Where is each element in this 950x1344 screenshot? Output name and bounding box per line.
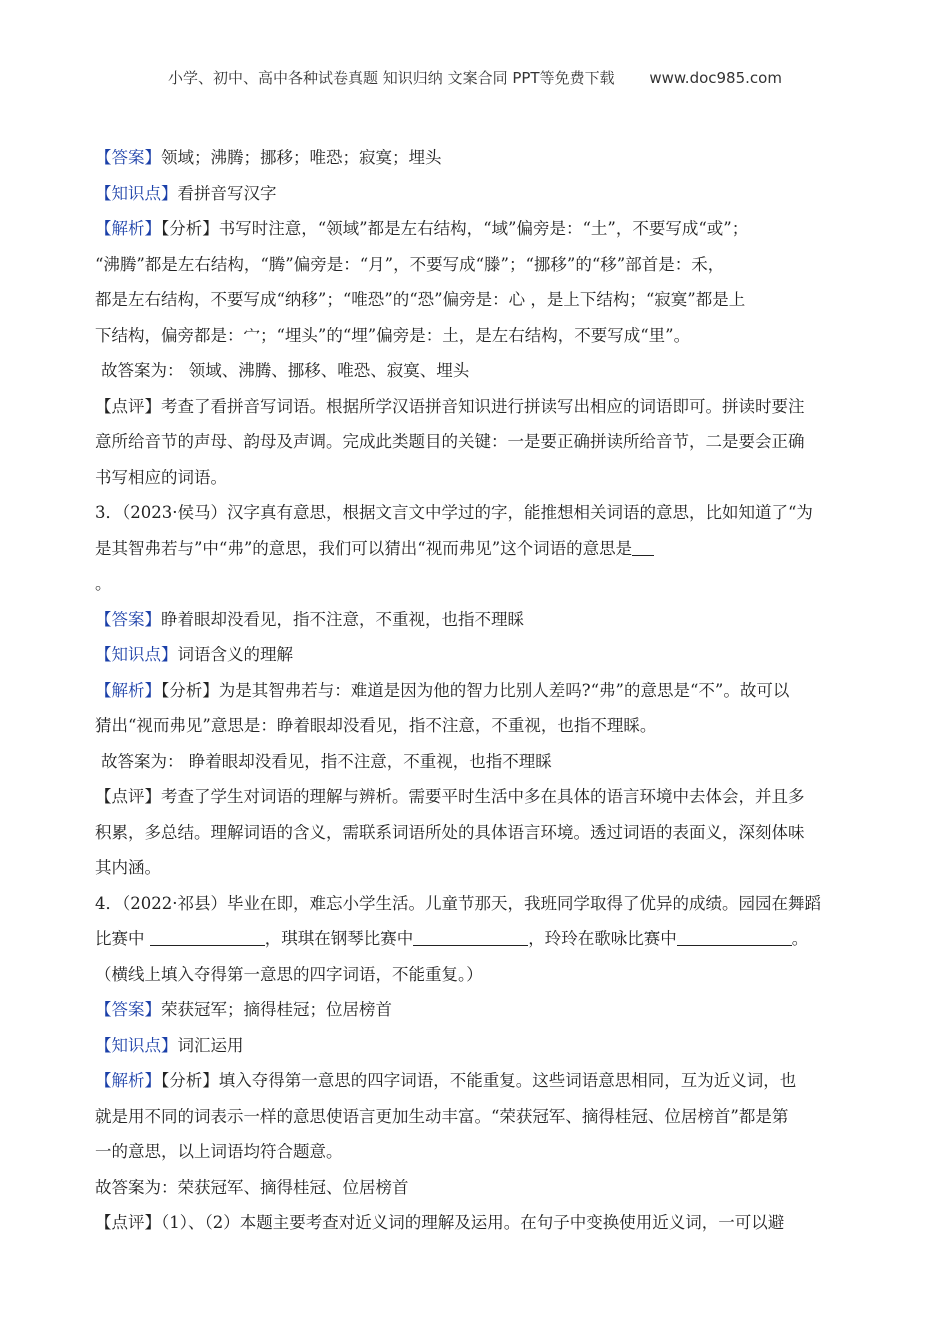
knowledge-text: 词语含义的理解: [177, 645, 293, 664]
document-body: [95, 140, 855, 1241]
analysis-text: 【分析】为是其智弗若与：难道是因为他的智力比别人差吗?“弗”的意思是“不”。故可以: [161, 680, 790, 700]
q4-comment-line: [95, 1205, 855, 1241]
q4-answer: [95, 992, 855, 1028]
knowledge-label: 【知识点】: [95, 645, 178, 664]
analysis-label: 【解析】: [95, 1071, 161, 1090]
q3-analysis-line: 猜出“视而弗见”意思是：睁着眼却没看见，指不注意，不重视，也指不理睬。: [95, 716, 657, 735]
answer-label: 【答案】: [95, 1000, 161, 1019]
comment-text: 考查了学生对词语的理解与辨析。需要平时生活中多在具体的语言环境中去体会，并且多: [161, 787, 805, 806]
comment-text: （1）、（2）本题主要考查对近义词的理解及运用。在句子中变换使用近义词，一可以避: [161, 1213, 785, 1232]
q4-stem-line: [95, 921, 855, 957]
q2-analysis-line: [95, 211, 855, 247]
q4-stem-text: ，琪琪在钢琴比赛中: [264, 929, 414, 948]
q4-knowledge: [95, 1028, 855, 1064]
q2-analysis-line: “沸腾”都是左右结构，“腾”偏旁是：“月”，不要写成“滕”；“挪移”的“移”部首是：禾，: [95, 254, 725, 274]
comment-label: 【点评】: [95, 396, 161, 416]
knowledge-label: 【知识点】: [95, 183, 178, 203]
answer-text: 领域；沸腾；挪移；唯恐；寂寞；埋头: [161, 148, 442, 167]
knowledge-text: 看拼音写汉字: [177, 183, 277, 203]
analysis-label: 【解析】: [95, 219, 161, 238]
answer-text: 睁着眼却没看见，指不注意，不重视，也指不理睬: [161, 609, 524, 629]
q2-answer: [95, 140, 855, 176]
q3-comment-line: [95, 779, 855, 815]
q3-stem-line: 3．（2023·侯马）汉字真有意思，根据文言文中学过的字，能推想相关词语的意思，比如知道了“为: [95, 503, 813, 522]
knowledge-label: 【知识点】: [95, 1035, 178, 1055]
q2-analysis-line: 都是左右结构，不要写成“纳移”；“唯恐”的“恐”偏旁是：心 ，是上下结构；“寂寞”都是上: [95, 290, 746, 309]
q4-stem-line: 4．（2022·祁县）毕业在即，难忘小学生活。儿童节那天，我班同学取得了优异的成绩。园园在舞蹈: [95, 893, 821, 913]
q2-knowledge: [95, 176, 855, 212]
analysis-text: 【分析】书写时注意，“领域”都是左右结构，“域”偏旁是：“土”，不要写成“或”；: [161, 219, 749, 238]
emphasis-char: 弗: [144, 538, 161, 558]
answer-blank[interactable]: [413, 927, 528, 946]
q4-stem-text: ，玲玲在歌咏比赛中: [528, 929, 677, 948]
answer-blank[interactable]: [677, 927, 792, 946]
answer-label: 【答案】: [95, 609, 161, 629]
q3-comment-line: 积累，多总结。理解词语的含义，需联系词语所处的具体语言环境。透过词语的表面义，深刻体味: [95, 822, 805, 842]
q2-comment-line: 意所给音节的声母、韵母及声调。完成此类题目的关键：一是要正确拼读所给音节，二是要会正确: [95, 432, 805, 451]
q3-comment-line: 其内涵。: [95, 858, 161, 877]
q4-stem-line: （横线上填入夺得第一意思的四字词语，不能重复。）: [95, 964, 483, 984]
q3-analysis-line: [95, 673, 855, 709]
q4-analysis-line: 一的意思，以上词语均符合题意。: [95, 1142, 343, 1161]
analysis-text: 【分析】填入夺得第一意思的四字词语，不能重复。这些词语意思相同，互为近义词，也: [161, 1071, 797, 1090]
q3-final-answer: 故答案为： 睁着眼却没看见，指不注意，不重视，也指不理睬: [101, 751, 552, 771]
answer-blank[interactable]: [632, 537, 654, 556]
q3-stem-text: 是其智: [95, 538, 145, 558]
q4-final-answer: 故答案为：荣获冠军、摘得桂冠、位居榜首: [95, 1177, 409, 1197]
analysis-label: 【解析】: [95, 680, 161, 700]
answer-text: 荣获冠军；摘得桂冠；位居榜首: [161, 1000, 392, 1019]
q2-comment-line: 书写相应的词语。: [95, 467, 227, 487]
comment-text: 考查了看拼音写词语。根据所学汉语拼音知识进行拼读写出相应的词语即可。拼读时要注: [161, 396, 805, 416]
answer-label: 【答案】: [95, 148, 161, 167]
page-header: [0, 67, 950, 88]
header-url[interactable]: www.doc985.com: [649, 69, 782, 87]
q3-knowledge: [95, 637, 855, 673]
q4-analysis-line: [95, 1063, 855, 1099]
q3-stem-line: [95, 531, 855, 567]
q3-answer: [95, 602, 855, 638]
q3-stem-line: 。: [95, 574, 112, 593]
q4-stem-text: 比赛中: [95, 929, 150, 948]
q4-stem-text: 。: [791, 929, 809, 948]
q2-final-answer: 故答案为： 领域、沸腾、挪移、唯恐、寂寞、埋头: [101, 361, 470, 380]
q3-stem-text: 若与”中“弗”的意思，我们可以猜出“视而弗见”这个词语的意思是: [161, 538, 633, 558]
comment-label: 【点评】: [95, 1213, 161, 1232]
knowledge-text: 词汇运用: [177, 1035, 244, 1055]
answer-blank[interactable]: [150, 927, 265, 946]
q4-analysis-line: 就是用不同的词表示一样的意思使语言更加生动丰富。“荣获冠军、摘得桂冠、位居榜首”都是第: [95, 1106, 789, 1126]
q2-comment-line: [95, 389, 855, 425]
comment-label: 【点评】: [95, 787, 161, 806]
q2-analysis-line: 下结构，偏旁都是：宀；“埋头”的“埋”偏旁是：土，是左右结构，不要写成“里”。: [95, 325, 691, 345]
header-text: 小学、初中、高中各种试卷真题 知识归纳 文案合同 PPT等免费下载: [168, 69, 615, 87]
